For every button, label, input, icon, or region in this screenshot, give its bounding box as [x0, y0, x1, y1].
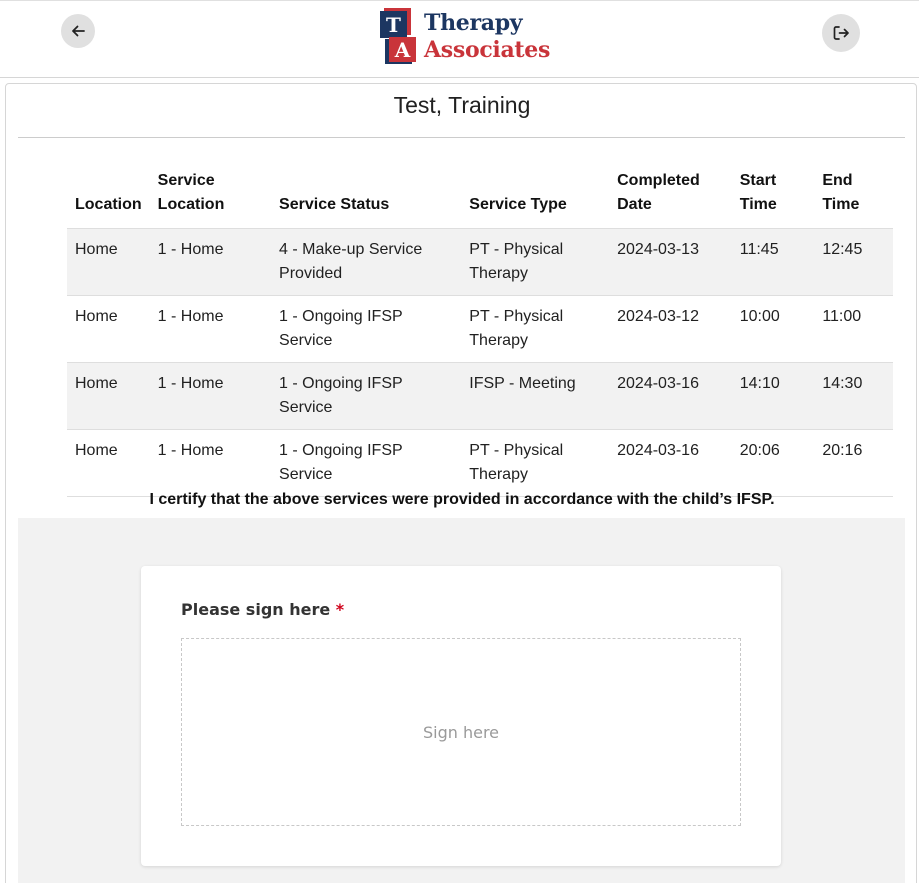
- cell-location: Home: [67, 229, 150, 296]
- certification-statement: I certify that the above services were provided in accordance with the child’s IFSP.: [149, 491, 775, 508]
- cell-end-time: 20:16: [814, 430, 893, 497]
- cell-completed-date: 2024-03-16: [609, 363, 732, 430]
- cell-completed-date: 2024-03-12: [609, 296, 732, 363]
- cell-service-location: 1 - Home: [150, 363, 271, 430]
- logo-block-a: A: [389, 37, 416, 62]
- cell-end-time: 14:30: [814, 363, 893, 430]
- cell-completed-date: 2024-03-13: [609, 229, 732, 296]
- services-table: [67, 164, 893, 497]
- cell-start-time: 11:45: [732, 229, 815, 296]
- cell-service-location: 1 - Home: [150, 229, 271, 296]
- logo-word-therapy: Therapy: [424, 10, 523, 36]
- cell-end-time: 12:45: [814, 229, 893, 296]
- cell-completed-date: 2024-03-16: [609, 430, 732, 497]
- logo-block-t: T: [380, 11, 407, 38]
- table-header-row: [67, 164, 893, 229]
- cell-service-type: PT - Physical Therapy: [461, 296, 609, 363]
- client-name: Test, Training: [393, 92, 531, 118]
- logout-icon: [832, 24, 850, 42]
- signature-pad[interactable]: [181, 638, 741, 826]
- logout-button[interactable]: [822, 14, 860, 52]
- col-service-status: Service Status: [279, 196, 390, 213]
- therapy-associates-logo: [380, 10, 555, 64]
- cell-location: Home: [67, 363, 150, 430]
- cell-service-status: 1 - Ongoing IFSP Service: [271, 363, 461, 430]
- cell-start-time: 20:06: [732, 430, 815, 497]
- cell-service-status: 1 - Ongoing IFSP Service: [271, 296, 461, 363]
- signature-placeholder: Sign here: [422, 722, 500, 742]
- title-divider: [18, 137, 905, 138]
- signature-label-text: Please sign here: [181, 600, 331, 619]
- cell-service-type: IFSP - Meeting: [461, 363, 609, 430]
- col-service-location: Service Location: [157, 172, 225, 213]
- signature-card: [141, 566, 781, 866]
- signature-label: [181, 600, 344, 619]
- cell-service-type: PT - Physical Therapy: [461, 229, 609, 296]
- col-service-type: Service Type: [469, 196, 567, 213]
- cell-start-time: 14:10: [732, 363, 815, 430]
- cell-location: Home: [67, 296, 150, 363]
- arrow-left-icon: [70, 23, 86, 39]
- col-end-time: End Time: [822, 172, 860, 213]
- col-location: Location: [75, 196, 142, 213]
- cell-service-type: PT - Physical Therapy: [461, 430, 609, 497]
- cell-location: Home: [67, 430, 150, 497]
- table-row: [67, 363, 893, 430]
- col-start-time: Start Time: [739, 172, 777, 213]
- cell-start-time: 10:00: [732, 296, 815, 363]
- cell-service-location: 1 - Home: [150, 296, 271, 363]
- logo-word-associates: Associates: [424, 37, 551, 63]
- signature-section: [18, 518, 905, 883]
- table-row: [67, 296, 893, 363]
- cell-service-status: 4 - Make-up Service Provided: [271, 229, 461, 296]
- cell-end-time: 11:00: [814, 296, 893, 363]
- back-button[interactable]: [61, 14, 95, 48]
- cell-service-location: 1 - Home: [150, 430, 271, 497]
- table-row: [67, 430, 893, 497]
- service-card: [5, 83, 917, 883]
- cell-service-status: 1 - Ongoing IFSP Service: [271, 430, 461, 497]
- app-header: [0, 0, 919, 78]
- col-completed-date: Completed Date: [617, 172, 700, 213]
- required-asterisk: *: [335, 600, 345, 619]
- logo-blocks: [380, 10, 418, 64]
- table-row: [67, 229, 893, 296]
